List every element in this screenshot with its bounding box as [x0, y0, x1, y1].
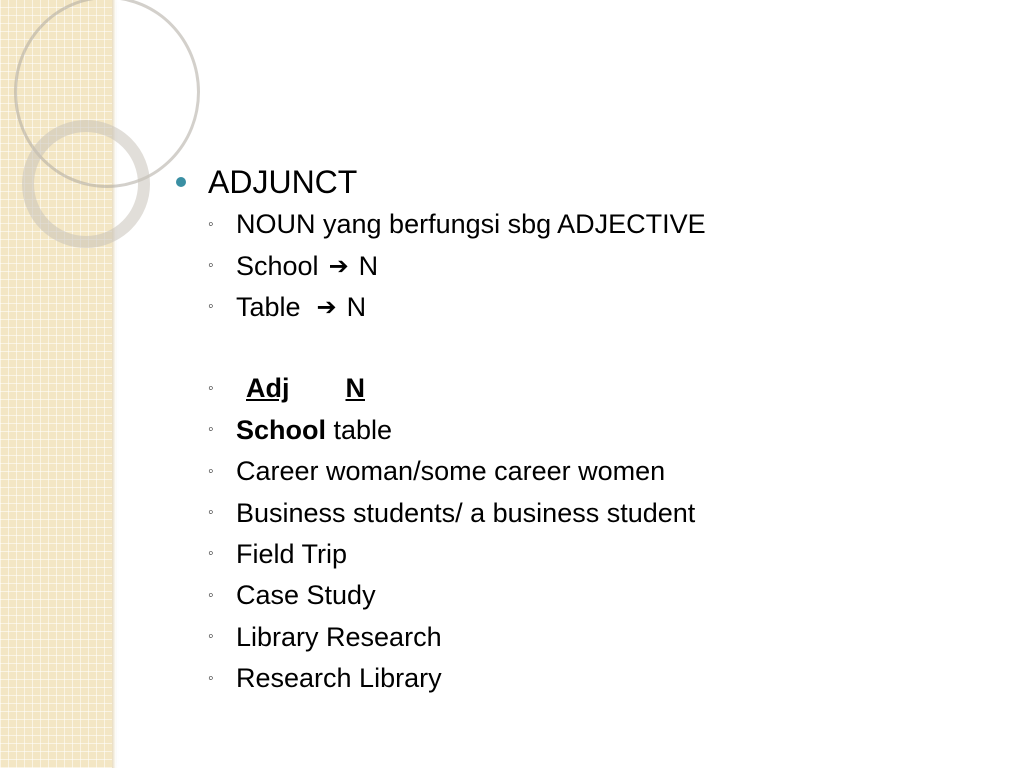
arrow-right-icon: ➔ [316, 293, 337, 321]
example-text: Research Library [236, 663, 442, 694]
hollow-bullet-icon: ◦ [208, 421, 214, 439]
example-bold: School [236, 414, 327, 445]
list-item-right: N [358, 250, 379, 281]
pattern-n: N [345, 373, 365, 404]
pattern-item [172, 368, 992, 409]
example-item [172, 410, 992, 451]
example-item [172, 451, 992, 492]
hollow-bullet-icon: ◦ [208, 504, 214, 522]
example-text: Case Study [236, 580, 376, 611]
pattern-adj: Adj [246, 373, 290, 404]
decorative-ring-small [22, 120, 150, 248]
hollow-bullet-icon: ◦ [208, 669, 214, 687]
example-item [172, 617, 992, 658]
hollow-bullet-icon: ◦ [208, 298, 214, 316]
example-text: Career woman/some career women [236, 456, 666, 487]
hollow-bullet-icon: ◦ [208, 628, 214, 646]
list-item-right: N [346, 291, 367, 322]
hollow-bullet-icon: ◦ [208, 586, 214, 604]
filled-bullet-icon [176, 177, 186, 187]
hollow-bullet-icon: ◦ [208, 545, 214, 563]
hollow-bullet-icon: ◦ [208, 257, 214, 275]
list-item [172, 287, 992, 328]
list-item-left: Table [236, 291, 301, 322]
example-item [172, 575, 992, 616]
blank-line [172, 328, 992, 368]
example-item [172, 534, 992, 575]
slide-heading: ADJUNCT [208, 163, 358, 200]
slide-content [172, 160, 992, 699]
hollow-bullet-icon: ◦ [208, 379, 214, 397]
heading-item [172, 160, 992, 204]
example-item [172, 492, 992, 533]
hollow-bullet-icon: ◦ [208, 462, 214, 480]
example-rest: table [326, 414, 393, 445]
list-item [172, 204, 992, 245]
example-text: Field Trip [236, 538, 348, 569]
example-text: Library Research [236, 621, 442, 652]
arrow-right-icon: ➔ [328, 252, 349, 280]
hollow-bullet-icon: ◦ [208, 215, 214, 233]
list-item-text: NOUN yang berfungsi sbg ADJECTIVE [236, 209, 706, 240]
example-item [172, 658, 992, 699]
list-item [172, 245, 992, 286]
example-text: Business students/ a business student [236, 497, 696, 528]
list-item-left: School [236, 250, 319, 281]
